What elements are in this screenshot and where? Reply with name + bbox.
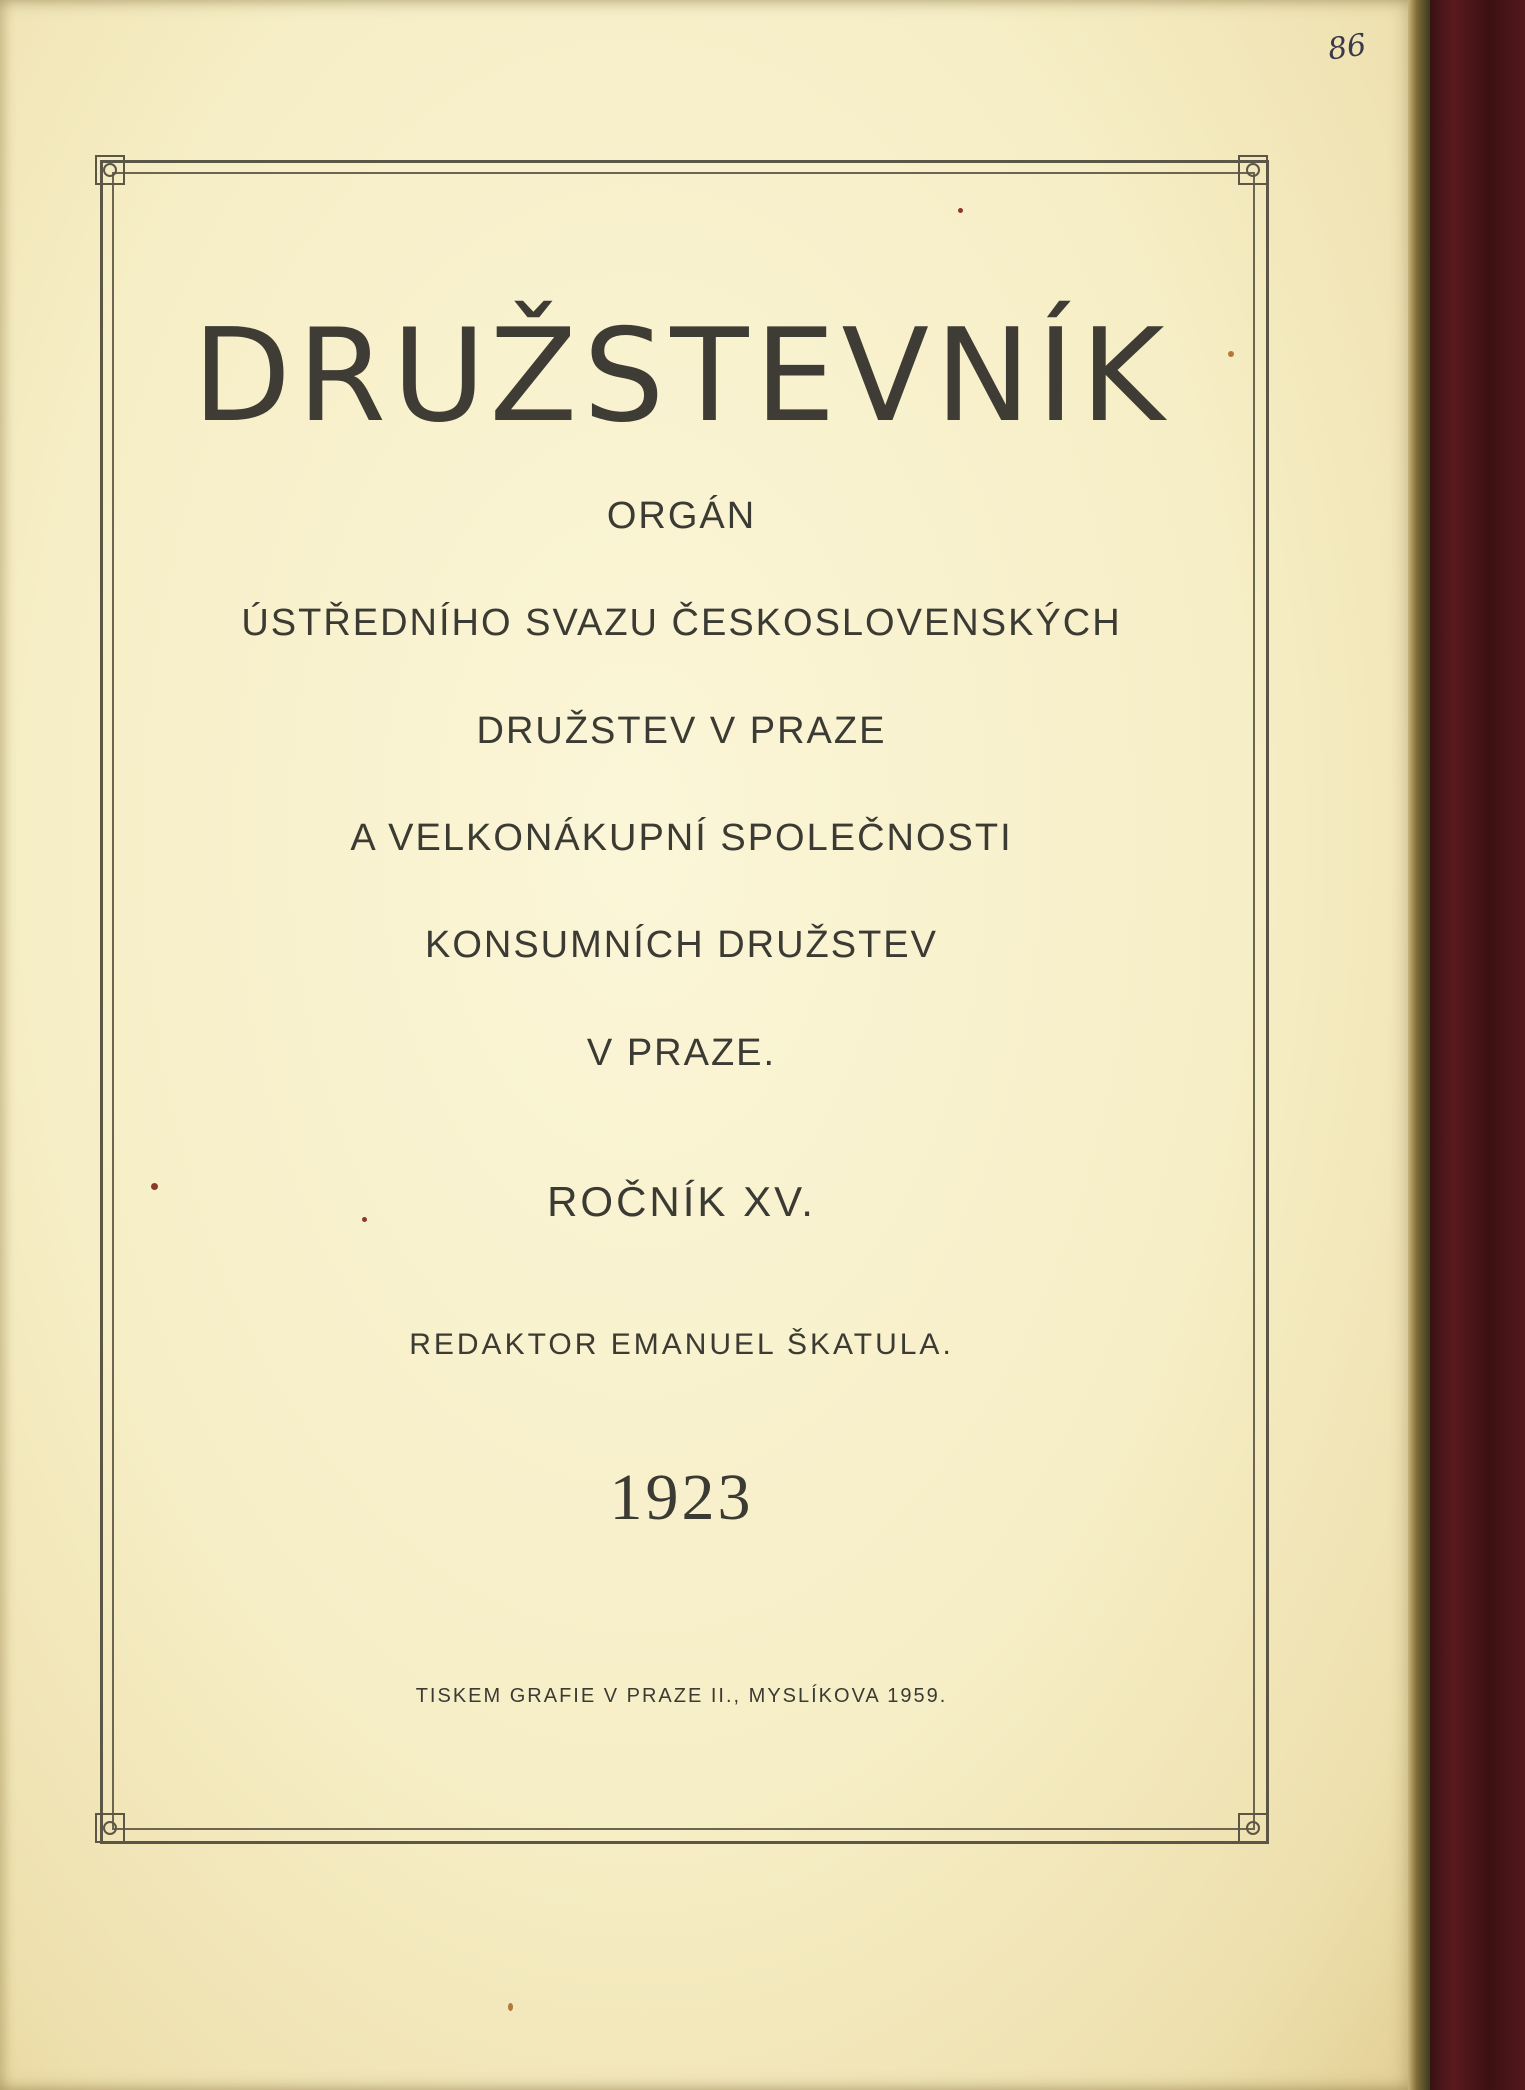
subtitle-line: DRUŽSTEV V PRAZE: [476, 710, 887, 752]
subtitle-line: V PRAZE.: [586, 1032, 777, 1074]
folio-handwritten-mark: 86: [1325, 27, 1369, 68]
frame-corner-ornament-icon: [90, 150, 130, 190]
frame-corner-ornament-icon: [1233, 150, 1273, 190]
subtitle-line: ORGÁN: [606, 495, 757, 537]
publication-year: 1923: [609, 1461, 754, 1534]
paper-speck: [151, 1183, 158, 1190]
subtitle-line: KONSUMNÍCH DRUŽSTEV: [424, 924, 939, 966]
volume-number: ROČNÍK XV.: [547, 1178, 816, 1225]
frame-corner-ornament-icon: [90, 1808, 130, 1848]
printer-imprint: TISKEM GRAFIE V PRAZE II., MYSLÍKOVA 1959.: [415, 1685, 948, 1707]
subtitle-line: ÚSTŘEDNÍHO SVAZU ČESKOSLOVENSKÝCH: [241, 602, 1122, 644]
paper-speck: [958, 208, 963, 213]
page-edge: [1408, 0, 1430, 2090]
paper-speck: [1228, 351, 1234, 357]
frame-corner-ornament-icon: [1233, 1808, 1273, 1848]
publication-title: DRUŽSTEVNÍK: [192, 302, 1171, 451]
paper-speck: [508, 2003, 513, 2011]
paper-speck: [362, 1217, 367, 1222]
editor-credit: REDAKTOR EMANUEL ŠKATULA.: [409, 1328, 954, 1361]
subtitle-line: A VELKONÁKUPNÍ SPOLEČNOSTI: [350, 817, 1013, 859]
